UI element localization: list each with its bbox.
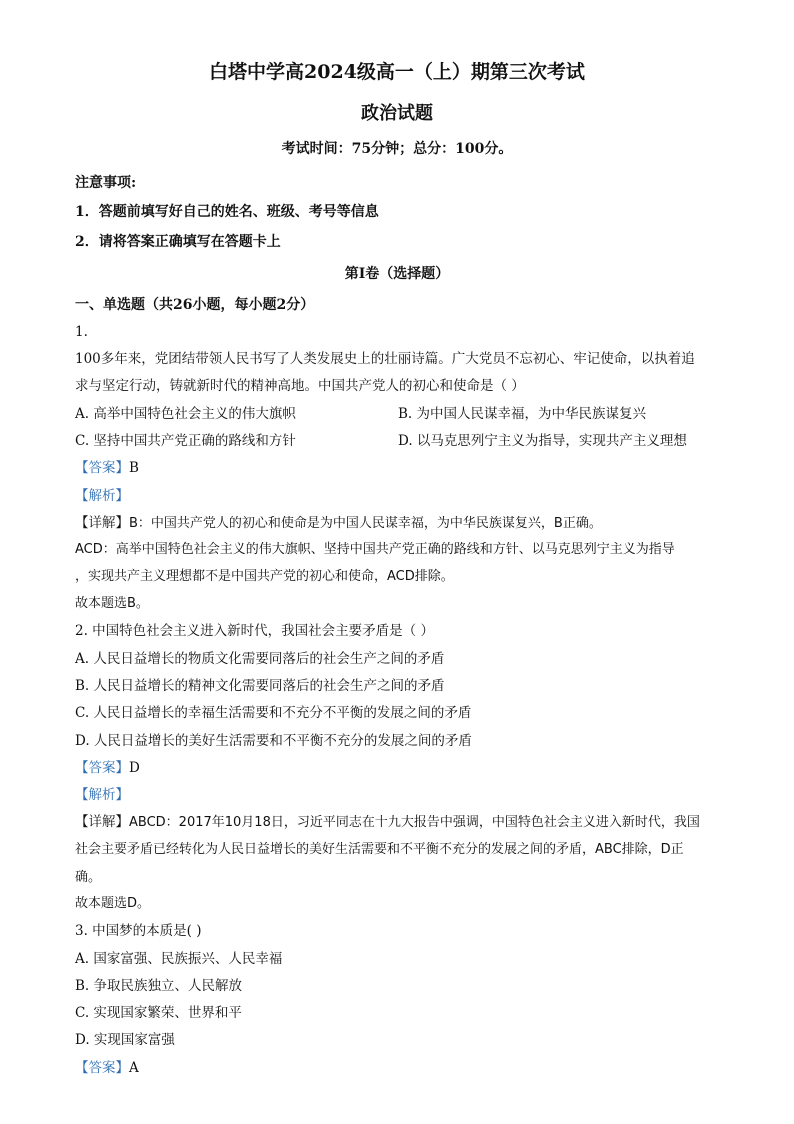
question-2-detail-line-1 xyxy=(75,810,700,830)
question-1-option-c: C. 坚持中国共产党正确的路线和方针 xyxy=(75,433,296,449)
question-1-answer xyxy=(75,456,139,476)
question-3-option-c: C. 实现国家繁荣、世界和平 xyxy=(75,1005,242,1021)
question-1-option-d: D. 以马克思列宁主义为指导，实现共产主义理想 xyxy=(398,433,687,449)
question-2-conclusion: 故本题选D。 xyxy=(75,896,151,911)
detail-label: 【详解】 xyxy=(75,515,129,531)
question-2-stem: 2. 中国特色社会主义进入新时代，我国社会主要矛盾是（ ） xyxy=(75,623,434,639)
question-2-analysis-label: 【解析】 xyxy=(75,787,129,803)
question-1-number: 1. xyxy=(75,324,88,340)
question-1-option-b: B. 为中国人民谋幸福，为中华民族谋复兴 xyxy=(398,406,647,422)
question-2-answer xyxy=(75,756,140,776)
notice-item-1: 1．答题前填写好自己的姓名、班级、考号等信息 xyxy=(75,204,379,220)
notice-item-2: 2．请将答案正确填写在答题卡上 xyxy=(75,234,281,250)
subject-title: 政治试题 xyxy=(361,103,433,124)
question-2-option-d: D. 人民日益增长的美好生活需要和不平衡不充分的发展之间的矛盾 xyxy=(75,733,472,749)
answer-label: 【答案】 xyxy=(75,1060,129,1076)
answer-label: 【答案】 xyxy=(75,460,129,476)
question-3-option-a: A. 国家富强、民族振兴、人民幸福 xyxy=(75,951,283,967)
part-title: 第I卷（选择题） xyxy=(344,266,450,282)
question-3-stem: 3. 中国梦的本质是( ) xyxy=(75,923,202,939)
question-2-detail-line-3: 确。 xyxy=(75,870,102,885)
question-1-option-a: A. 高举中国特色社会主义的伟大旗帜 xyxy=(75,406,296,422)
section-heading: 一、单选题（共26小题，每小题2分） xyxy=(75,297,315,313)
answer-value: D xyxy=(129,760,140,776)
detail-text: ABCD：2017年10月18日，习近平同志在十九大报告中强调，中国特色社会主义进入新时代，我国 xyxy=(129,815,700,830)
question-1-analysis-label: 【解析】 xyxy=(75,488,129,504)
question-3-answer xyxy=(75,1056,139,1076)
question-2-option-b: B. 人民日益增长的精神文化需要同落后的社会生产之间的矛盾 xyxy=(75,678,445,694)
question-3-option-b: B. 争取民族独立、人民解放 xyxy=(75,978,243,994)
question-1-detail-line-3: ，实现共产主义理想都不是中国共产党的初心和使命，ACD排除。 xyxy=(75,569,454,584)
question-2-option-a: A. 人民日益增长的物质文化需要同落后的社会生产之间的矛盾 xyxy=(75,651,445,667)
answer-value: B xyxy=(129,460,139,476)
question-1-conclusion: 故本题选B。 xyxy=(75,596,149,611)
detail-text: B：中国共产党人的初心和使命是为中国人民谋幸福，为中华民族谋复兴，B正确。 xyxy=(129,516,602,531)
answer-label: 【答案】 xyxy=(75,760,129,776)
question-2-detail-line-2: 社会主要矛盾已经转化为人民日益增长的美好生活需要和不平衡不充分的发展之间的矛盾，ABC排除，D正 xyxy=(75,842,684,857)
exam-title: 白塔中学高2024级高一（上）期第三次考试 xyxy=(209,61,585,83)
question-2-option-c: C. 人民日益增长的幸福生活需要和不充分不平衡的发展之间的矛盾 xyxy=(75,705,472,721)
question-1-detail-line-2: ACD：高举中国特色社会主义的伟大旗帜、坚持中国共产党正确的路线和方针、以马克思列宁主义为指导 xyxy=(75,542,675,557)
question-1-stem-line-1: 100多年来，党团结带领人民书写了人类发展史上的壮丽诗篇。广大党员不忘初心、牢记使命，以执着追 xyxy=(75,351,695,367)
question-3-option-d: D. 实现国家富强 xyxy=(75,1032,175,1048)
question-1-detail-line-1 xyxy=(75,511,602,531)
question-1-stem-line-2: 求与坚定行动，铸就新时代的精神高地。中国共产党人的初心和使命是（ ） xyxy=(75,378,525,394)
detail-label: 【详解】 xyxy=(75,814,129,830)
notice-heading: 注意事项: xyxy=(75,175,137,191)
exam-info: 考试时间：75分钟；总分：100分。 xyxy=(281,141,513,157)
answer-value: A xyxy=(129,1060,139,1076)
